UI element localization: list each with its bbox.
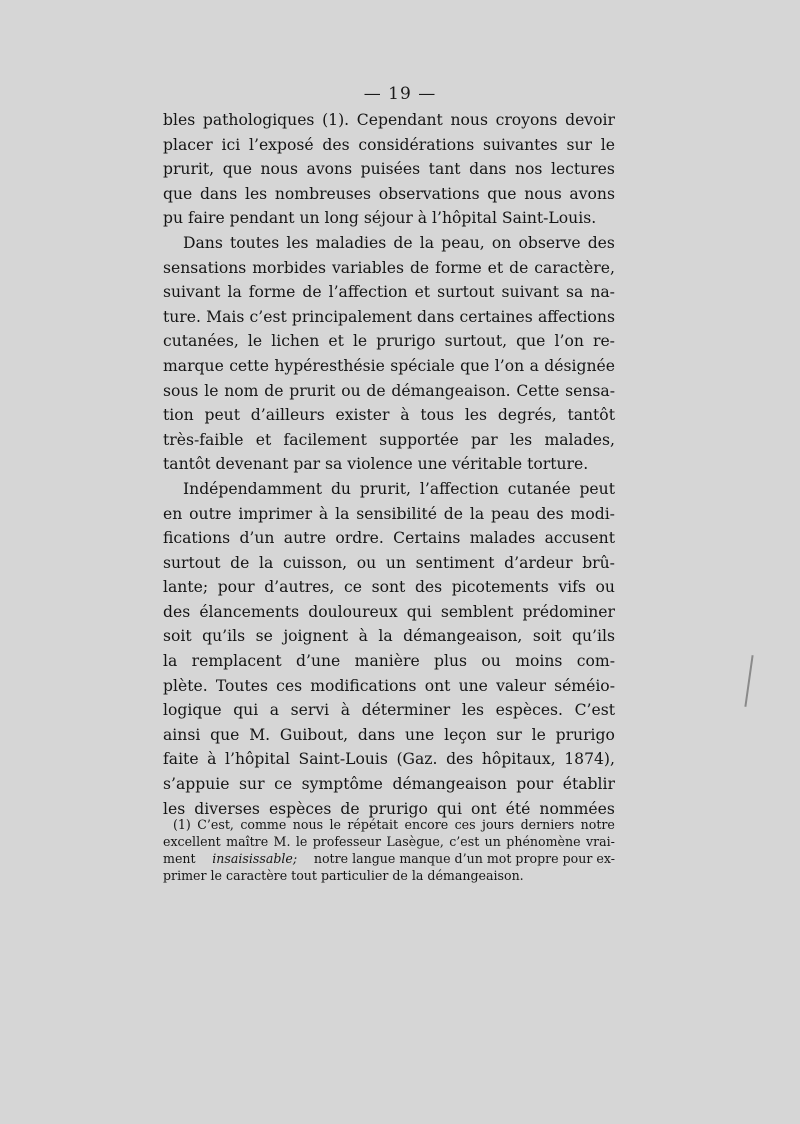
- text-line: en outre imprimer à la sensibilité de la peau des modi-: [163, 504, 615, 523]
- text-line: pu faire pendant un long séjour à l’hôpital Saint-Louis.: [163, 209, 597, 228]
- text-line: les diverses espèces de prurigo qui ont été nommées: [163, 799, 615, 818]
- text-line: ture. Mais c’est principalement dans certaines affections: [163, 307, 615, 326]
- text-line: bles pathologiques (1). Cependant nous croyons devoir: [163, 111, 615, 129]
- footnote-line: primer le caractère tout particulier de la démangeaison.: [163, 868, 524, 883]
- paragraph-3: [163, 477, 615, 821]
- text-line: cutanées, le lichen et le prurigo surtout, que l’on re-: [163, 332, 615, 351]
- text-line: fications d’un autre ordre. Certains malades accusent: [163, 529, 615, 548]
- text-line: placer ici l’exposé des considérations suivantes sur le: [163, 135, 615, 154]
- footnote-line: [163, 850, 615, 867]
- text-line: la remplacent d’une manière plus ou moins com-: [163, 652, 615, 671]
- text-line: très-faible et facilement supportée par les malades,: [163, 430, 615, 449]
- page-number: — 19 —: [363, 84, 437, 104]
- footnote-line: (1) C’est, comme nous le répétait encore ces jours derniers notre: [173, 817, 615, 832]
- text-line: suivant la forme de l’affection et surtout suivant sa na-: [163, 283, 615, 302]
- text-line: logique qui a servi à déterminer les espèces. C’est: [163, 701, 615, 720]
- text-line: s’appuie sur ce symptôme démangeaison pour établir: [163, 775, 615, 794]
- text-line: Dans toutes les maladies de la peau, on observe des: [183, 233, 615, 252]
- text-line: surtout de la cuisson, ou un sentiment d’ardeur brû-: [163, 553, 615, 572]
- margin-mark: [744, 655, 753, 707]
- text-line: prurit, que nous avons puisées tant dans nos lectures: [163, 160, 615, 179]
- text-line: ainsi que M. Guibout, dans une leçon sur le prurigo: [163, 725, 615, 744]
- footnote-line: excellent maître M. le professeur Lasègue, c’est un phénomène vrai-: [163, 834, 615, 849]
- text-line: Indépendamment du prurit, l’affection cutanée peut: [183, 479, 615, 498]
- footnote-text: ment: [163, 851, 196, 866]
- text-line: marque cette hypéresthésie spéciale que l’on a désignée: [163, 356, 615, 375]
- text-line: plète. Toutes ces modifications ont une valeur séméio-: [163, 676, 615, 695]
- text-line: que dans les nombreuses observations que nous avons: [163, 184, 615, 203]
- footnote-emphasis: insaisissable;: [212, 851, 298, 866]
- paragraph-2: [163, 231, 615, 477]
- text-line: tantôt devenant par sa violence une véritable torture.: [163, 455, 589, 474]
- text-line: des élancements douloureux qui semblent prédominer: [163, 602, 615, 621]
- text-line: lante; pour d’autres, ce sont des picotements vifs ou: [163, 578, 615, 597]
- text-line: sous le nom de prurit ou de démangeaison. Cette sensa-: [163, 381, 615, 400]
- text-line: soit qu’ils se joignent à la démangeaison, soit qu’ils: [163, 627, 615, 646]
- footnote: [163, 816, 615, 884]
- body-text: [163, 108, 615, 821]
- text-line: sensations morbides variables de forme et de caractère,: [163, 258, 615, 277]
- paragraph-1: [163, 108, 615, 231]
- footnote-text: notre langue manque d’un mot propre pour ex-: [313, 851, 615, 866]
- text-line: tion peut d’ailleurs exister à tous les degrés, tantôt: [163, 406, 615, 425]
- text-line: faite à l’hôpital Saint-Louis (Gaz. des hôpitaux, 1874),: [163, 750, 615, 769]
